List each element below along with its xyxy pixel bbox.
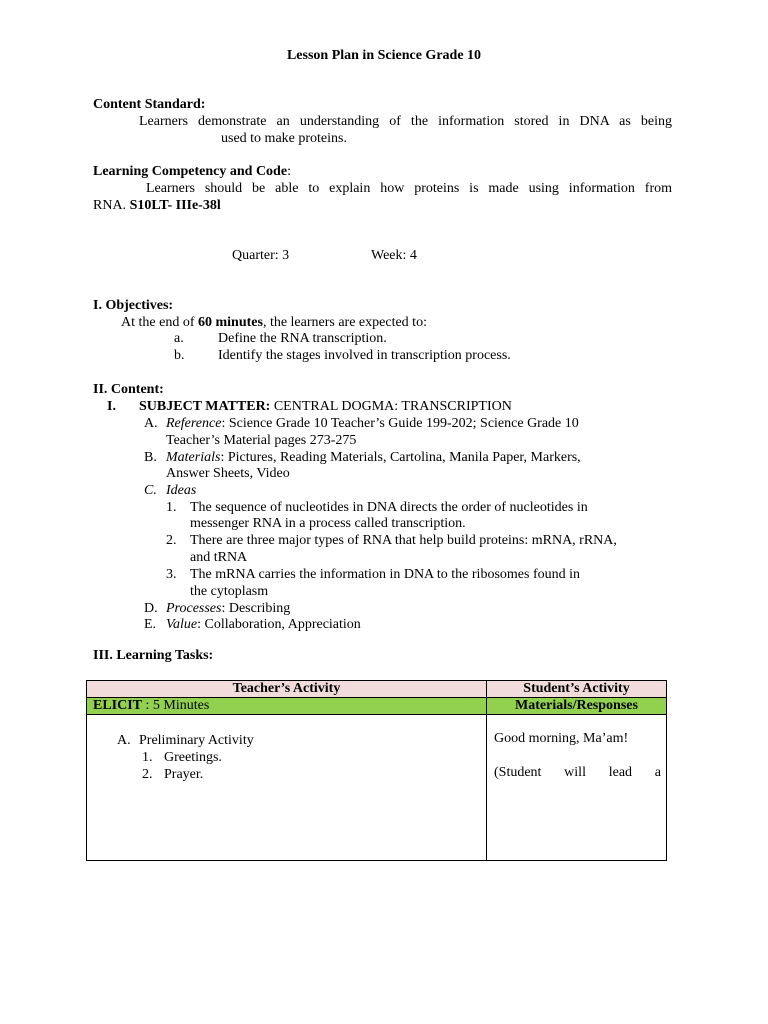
processes-marker: D. — [144, 601, 158, 616]
quarter-label: Quarter: 3 — [232, 248, 290, 263]
competency-line2: RNA. S10LT- IIIe-38l — [93, 198, 221, 213]
reference-line2: Teacher’s Material pages 273-275 — [166, 433, 357, 448]
table-header-row — [87, 681, 667, 698]
objective-marker-b: b. — [174, 348, 185, 363]
idea-marker-2: 2. — [166, 533, 177, 548]
table-row — [87, 715, 667, 861]
elicit-row — [87, 698, 667, 715]
materials-responses-header: Materials/Responses — [487, 698, 667, 715]
student-response-line2: (Student will lead a — [494, 765, 661, 780]
week-label: Week: 4 — [371, 248, 417, 263]
competency-line1: Learners should be able to explain how proteins is made using information from — [146, 181, 672, 196]
preliminary-marker: A. — [117, 733, 131, 748]
elicit-time: : 5 Minutes — [142, 698, 210, 713]
page-title: Lesson Plan in Science Grade 10 — [286, 48, 482, 63]
competency-label: Learning Competency and Code: — [93, 164, 291, 179]
step-prayer: Prayer. — [164, 767, 204, 782]
reference-marker: A. — [144, 416, 158, 431]
idea-marker-1: 1. — [166, 500, 177, 515]
student-activity-cell — [487, 715, 667, 861]
value-line: Value: Collaboration, Appreciation — [166, 617, 361, 632]
competency-code: S10LT- IIIe-38l — [129, 198, 221, 213]
subject-matter: SUBJECT MATTER: CENTRAL DOGMA: TRANSCRIPTION — [139, 399, 512, 414]
ideas-marker: C. — [144, 483, 157, 498]
student-activity-header: Student’s Activity — [487, 681, 667, 698]
reference-line1: Reference: Science Grade 10 Teacher’s Guide 199-202; Science Grade 10 — [166, 416, 579, 431]
objective-marker-a: a. — [174, 331, 184, 346]
materials-line2: Answer Sheets, Video — [166, 466, 290, 481]
idea-3-line1: The mRNA carries the information in DNA to the ribosomes found in — [190, 567, 580, 582]
teacher-activity-cell — [87, 715, 487, 861]
objectives-intro: At the end of 60 minutes, the learners are expected to: — [121, 315, 427, 330]
idea-1-line2: messenger RNA in a process called transcription. — [190, 516, 466, 531]
step-marker-1: 1. — [142, 750, 153, 765]
step-marker-2: 2. — [142, 767, 153, 782]
objective-item-b: Identify the stages involved in transcription process. — [218, 348, 511, 363]
materials-marker: B. — [144, 450, 157, 465]
student-response-line1: Good morning, Ma’am! — [494, 731, 629, 746]
learning-tasks-heading: III. Learning Tasks: — [93, 648, 214, 663]
value-marker: E. — [144, 617, 157, 632]
content-standard-label: Content Standard: — [93, 97, 206, 112]
processes-line: Processes: Describing — [166, 601, 291, 616]
elicit-label: ELICIT — [93, 698, 143, 713]
preliminary-activity-label: Preliminary Activity — [139, 733, 254, 748]
objective-item-a: Define the RNA transcription. — [218, 331, 387, 346]
teacher-activity-header: Teacher’s Activity — [87, 681, 487, 698]
content-heading: II. Content: — [93, 382, 164, 397]
step-greetings: Greetings. — [164, 750, 222, 765]
content-standard-line2: used to make proteins. — [221, 131, 347, 146]
idea-2-line1: There are three major types of RNA that help build proteins: mRNA, rRNA, — [190, 533, 617, 548]
objectives-heading: I. Objectives: — [93, 298, 174, 313]
idea-3-line2: the cytoplasm — [190, 584, 269, 599]
elicit-cell — [87, 698, 487, 715]
subject-matter-marker: I. — [107, 399, 116, 414]
ideas-label: Ideas — [166, 483, 197, 498]
idea-marker-3: 3. — [166, 567, 177, 582]
idea-1-line1: The sequence of nucleotides in DNA directs the order of nucleotides in — [190, 500, 588, 515]
content-standard-line1: Learners demonstrate an understanding of the information stored in DNA as being — [139, 114, 672, 129]
learning-tasks-table — [86, 680, 667, 861]
materials-line1: Materials: Pictures, Reading Materials, Cartolina, Manila Paper, Markers, — [166, 450, 581, 465]
idea-2-line2: and tRNA — [190, 550, 248, 565]
